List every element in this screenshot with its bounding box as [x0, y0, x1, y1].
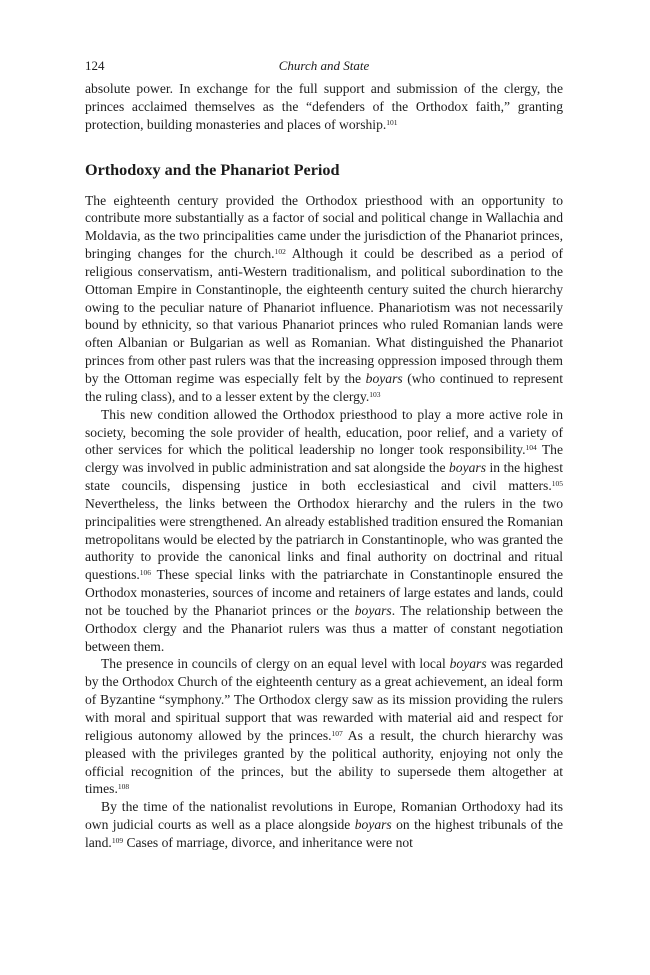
- footnote-ref: 102: [274, 246, 286, 256]
- section-heading: Orthodoxy and the Phanariot Period: [85, 160, 340, 179]
- footnote-ref: 104: [525, 443, 537, 453]
- paragraph: By the time of the nationalist revolutions in Europe, Romanian Orthodoxy had its own judicial courts as well as a place alongside boyars on the highest tribunals of the land.$^{109}$ Cases of marriage, divorce, and inheritance were not: [85, 799, 563, 850]
- footnote-ref: 101: [386, 117, 398, 127]
- paragraph: The eighteenth century provided the Orthodox priesthood with an opportunity to contribute more substantially as a factor of social and political change in Wallachia and Moldavia, as the two principalities came under the jurisdiction of the Phanariot princes, bringing changes for the church.$^{102}$ Although it could be described as a period of religious conservatism, anti-Western traditionalism, and political subordination to the Ottoman Empire in Constantinople, the eighteenth century suited the church hierarchy owing to the peculiar nature of Phanariot influence. Phanariotism was not necessarily bound by ethnicity, so that various Phanariot princes who ruled Romanian lands were often Albanian or Bulgarian as well as Romanian. What distinguished the Phanariot princes from other past rulers was that the increasing oppression imposed through them by the Ottoman regime was especially felt by the boyars (who continued to represent the ruling class), and to a lesser extent by the clergy.$^{103}$: [85, 192, 563, 404]
- footnote-ref: 103: [369, 389, 381, 399]
- footnote-ref: 109: [111, 835, 124, 845]
- footnote-ref: 107: [331, 728, 343, 738]
- footnote-ref: 106: [139, 568, 152, 578]
- intro-paragraph: absolute power. In exchange for the full support and submission of the clergy, the princes acclaimed themselves as the “defenders of the Orthodox faith,” granting protection, building monasteries and places of worship.$^{101}$: [85, 81, 563, 132]
- paragraph: The presence in councils of clergy on an equal level with local boyars was regarded by the Orthodox Church of the eighteenth century as a great achievement, an ideal form of Byzantine “symphony.” The Orthodox clergy saw as its mission providing the rulers with moral and spiritual support that was rewarded with material aid and respect for religious autonomy allowed by the princes.$^{107}$ As a result, the church hierarchy was pleased with the privileges granted by the political authority, enjoying not only the official recognition of the princes, but the ability to supersede them altogether at times.$^{108}$: [85, 656, 564, 797]
- paragraph: This new condition allowed the Orthodox priesthood to play a more active role in society, becoming the sole provider of health, education, poor relief, and a variety of other services for which the political leadership no longer took responsibility.$^{104}$ The clergy was involved in public administration and sat alongside the boyars in the highest state councils, dispensing justice in both ecclesiastical and civil matters.$^{105}$ Nevertheless, the links between the Orthodox hierarchy and the rulers in the two principalities were strengthened. An already established tradition ensured the Romanian metropolitans would be elected by the patriarch in Constantinople, who was granted the authority to provide the canonical links and final authority on doctrinal and ritual questions.$^{106}$ These special links with the patriarchate in Constantinople ensured the Orthodox monasteries, sources of income and retainers of large estates and lands, could not be touched by the Phanariot princes or the boyars. The relationship between the Orthodox clergy and the Phanariot rulers was thus a matter of constant negotiation between them.: [85, 406, 563, 654]
- page-number: 124: [85, 58, 105, 73]
- running-header: [85, 58, 563, 80]
- running-title: Church and State: [278, 58, 370, 73]
- footnote-ref: 108: [117, 782, 130, 792]
- footnote-ref: 105: [551, 478, 563, 488]
- body-text: [85, 80, 563, 852]
- book-page: [85, 58, 563, 852]
